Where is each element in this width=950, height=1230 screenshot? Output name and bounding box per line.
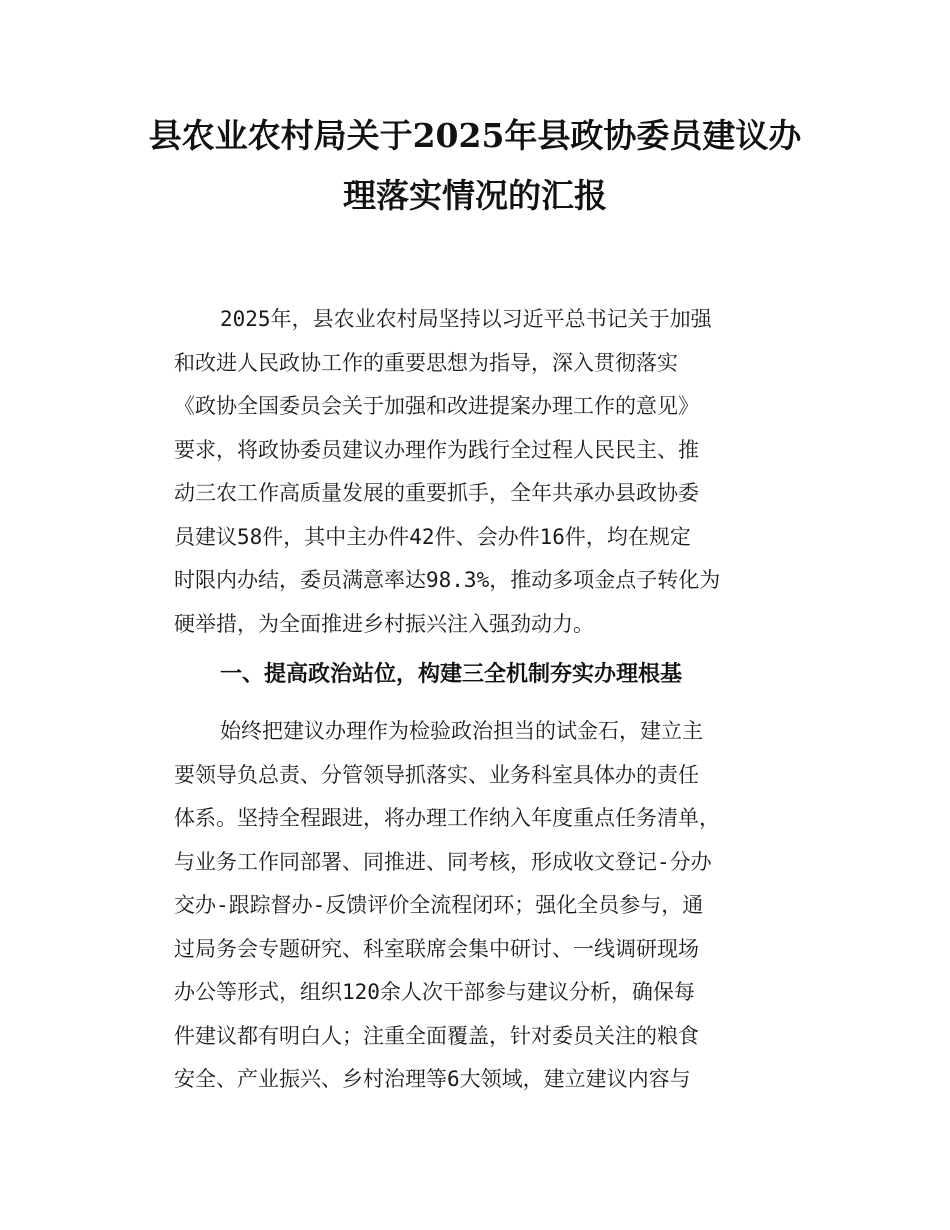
paragraph-line: 安全、产业振兴、乡村治理等6大领域，建立建议内容与 [174,1067,691,1091]
paragraph-line: 2025年，县农业农村局坚持以习近平总书记关于加强 [220,307,712,331]
paragraph-line: 时限内办结，委员满意率达98.3%，推动多项金点子转化为 [174,568,721,592]
paragraph-line: 与业务工作同部署、同推进、同考核，形成收文登记-分办 [174,849,712,874]
paragraph-line: 和改进人民政协工作的重要思想为指导，深入贯彻落实 [174,350,678,375]
section-1-heading: 一、提高政治站位，构建三全机制夯实办理根基 [220,662,683,687]
paragraph-line: 动三农工作高质量发展的重要抓手，全年共承办县政协委 [174,481,699,505]
paragraph-line: 《政协全国委员会关于加强和改进提案办理工作的意见》 [174,394,699,418]
title-line: 理落实情况的汇报 [343,176,607,215]
paragraph-line: 硬举措，为全面推进乡村振兴注入强劲动力。 [174,611,594,636]
paragraph-line: 过局务会专题研究、科室联席会集中研讨、一线调研现场 [174,936,699,961]
paragraph-line: 要领导负总责、分管领导抓落实、业务科室具体办的责任 [174,762,699,787]
paragraph-line: 体系。坚持全程跟进，将办理工作纳入年度重点任务清单， [174,806,720,830]
paragraph-line: 员建议58件，其中主办件42件、会办件16件，均在规定 [174,524,691,549]
title-line: 县农业农村局关于2025年县政协委员建议办 [148,116,802,155]
section-1-paragraph [174,710,814,1102]
intro-paragraph [174,298,814,646]
paragraph-line: 件建议都有明白人；注重全面覆盖，针对委员关注的粮食 [174,1023,699,1048]
paragraph-line: 办公等形式，组织120余人次干部参与建议分析，确保每 [174,980,695,1004]
document-title [130,106,820,226]
paragraph-line: 始终把建议办理作为检验政治担当的试金石，建立主 [220,719,703,743]
paragraph-line: 交办-跟踪督办-反馈评价全流程闭环；强化全员参与，通 [174,893,704,917]
paragraph-line: 要求，将政协委员建议办理作为践行全过程人民民主、推 [174,437,699,462]
